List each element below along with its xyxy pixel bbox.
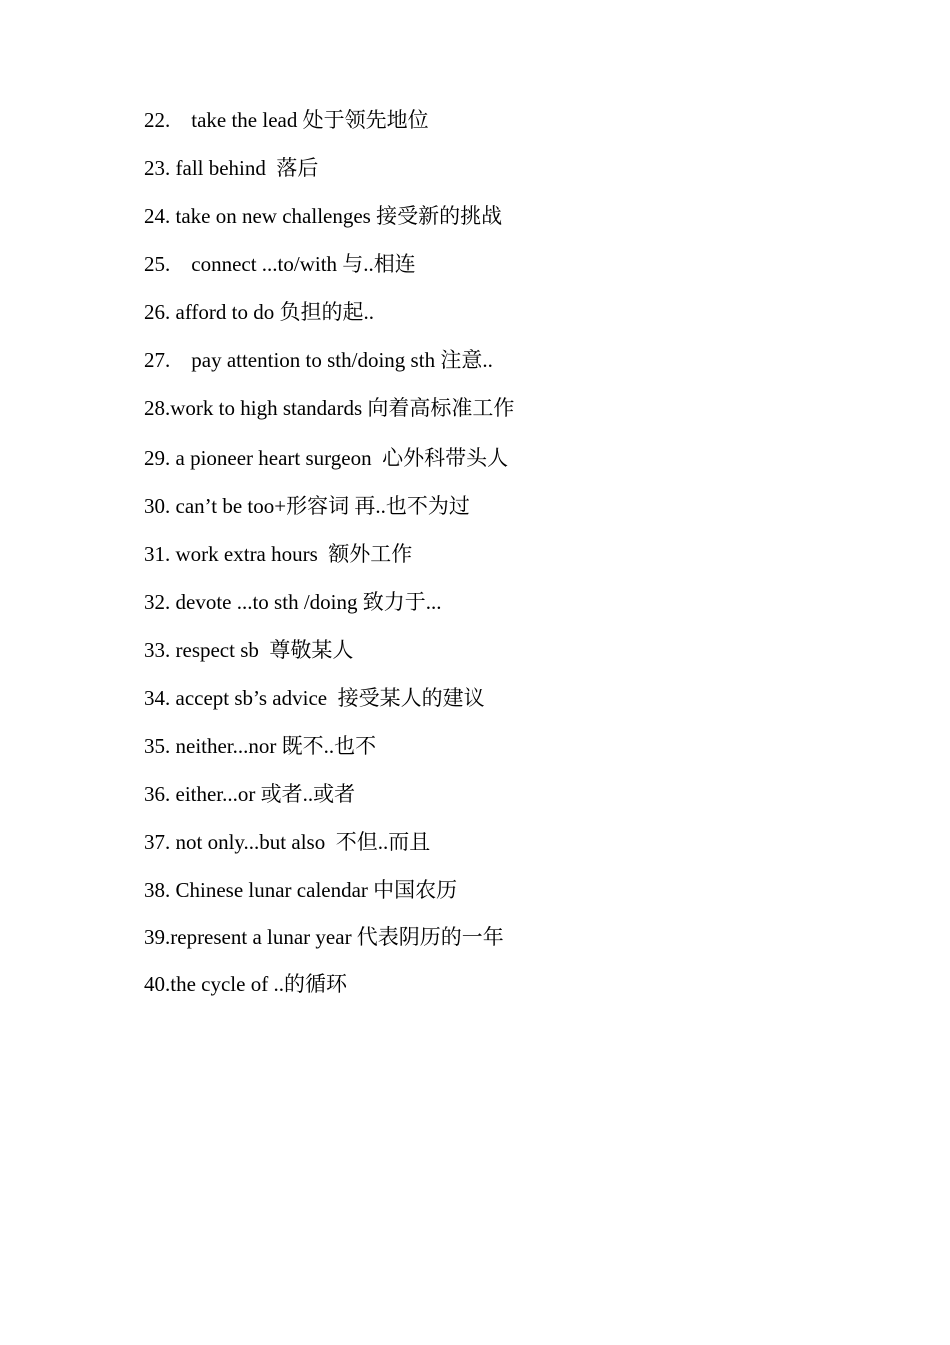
phrase-entry-30: 30. can’t be too+形容词 再..也不为过 [144, 494, 470, 518]
phrase-entry-35: 35. neither...nor 既不..也不 [144, 734, 377, 758]
phrase-entry-33: 33. respect sb 尊敬某人 [144, 638, 354, 662]
phrase-entry-34: 34. accept sb’s advice 接受某人的建议 [144, 686, 485, 710]
phrase-entry-37: 37. not only...but also 不但..而且 [144, 830, 431, 854]
phrase-entry-40: 40.the cycle of ..的循环 [144, 972, 347, 996]
phrase-entry-28: 28.work to high standards 向着高标准工作 [144, 396, 515, 420]
phrase-entry-38: 38. Chinese lunar calendar 中国农历 [144, 878, 458, 902]
phrase-entry-31: 31. work extra hours 额外工作 [144, 542, 413, 566]
phrase-entry-23: 23. fall behind 落后 [144, 156, 319, 180]
phrase-list [144, 102, 844, 1014]
phrase-entry-26: 26. afford to do 负担的起.. [144, 300, 375, 324]
phrase-entry-25: 25. connect ...to/with 与..相连 [144, 252, 416, 276]
phrase-entry-39: 39.represent a lunar year 代表阴历的一年 [144, 925, 504, 949]
phrase-entry-22: 22. take the lead 处于领先地位 [144, 108, 429, 132]
phrase-entry-27: 27. pay attention to sth/doing sth 注意.. [144, 348, 493, 372]
phrase-entry-32: 32. devote ...to sth /doing 致力于... [144, 590, 442, 614]
phrase-entry-36: 36. either...or 或者..或者 [144, 782, 356, 806]
phrase-entry-24: 24. take on new challenges 接受新的挑战 [144, 204, 503, 228]
phrase-entry-29: 29. a pioneer heart surgeon 心外科带头人 [144, 446, 509, 470]
